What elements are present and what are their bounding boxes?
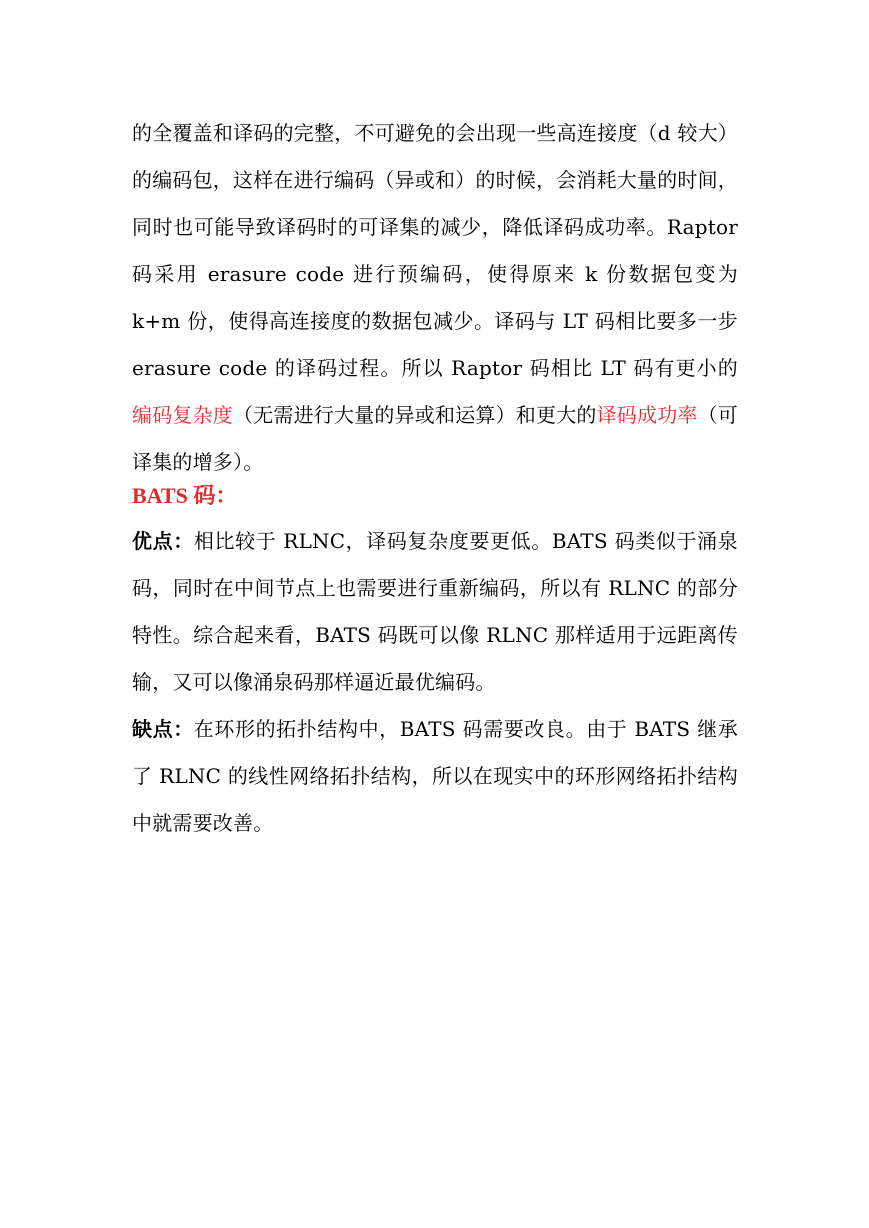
bats-section [132, 518, 738, 847]
raptor-text-3: （可译集的增多）。 [132, 403, 739, 474]
document-page [132, 110, 739, 835]
raptor-text-2: （无需进行大量的异或和运算）和更大的 [233, 403, 597, 427]
advantages-text: 相比较于 RLNC，译码复杂度要更低。BATS 码类似于涌泉码，同时在中间节点上也需要进行重新编码，所以有 RLNC 的部分特性。综合起来看，BATS 码既可以像 RLNC 那样适用于远距离传输，又可以像涌泉码那样逼近最优编码。 [132, 529, 738, 694]
raptor-paragraph [132, 110, 738, 486]
highlight-decoding-success-rate: 译码成功率 [596, 403, 698, 427]
disadvantages-paragraph [132, 706, 738, 847]
raptor-text-1: 的全覆盖和译码的完整，不可避免的会出现一些高连接度（d 较大）的编码包，这样在进行编码（异或和）的时候，会消耗大量的时间，同时也可能导致译码时的可译集的减少，降低译码成功率。Raptor 码采用 erasure code 进行预编码，使得原来 k 份数据包变为 k+m 份，使得高连接度的数据包减少。译码与 LT 码相比要多一步 erasure code 的译码过程。所以 Raptor 码相比 LT 码有更小的 [132, 121, 738, 380]
disadvantages-label: 缺点： [132, 717, 194, 741]
advantages-label: 优点： [132, 529, 194, 553]
advantages-paragraph [132, 518, 738, 706]
bats-heading: BATS 码： [132, 483, 238, 508]
disadvantages-text: 在环形的拓扑结构中，BATS 码需要改良。由于 BATS 继承了 RLNC 的线性网络拓扑结构，所以在现实中的环形网络拓扑结构中就需要改善。 [132, 717, 738, 835]
highlight-encoding-complexity: 编码复杂度 [132, 403, 233, 427]
